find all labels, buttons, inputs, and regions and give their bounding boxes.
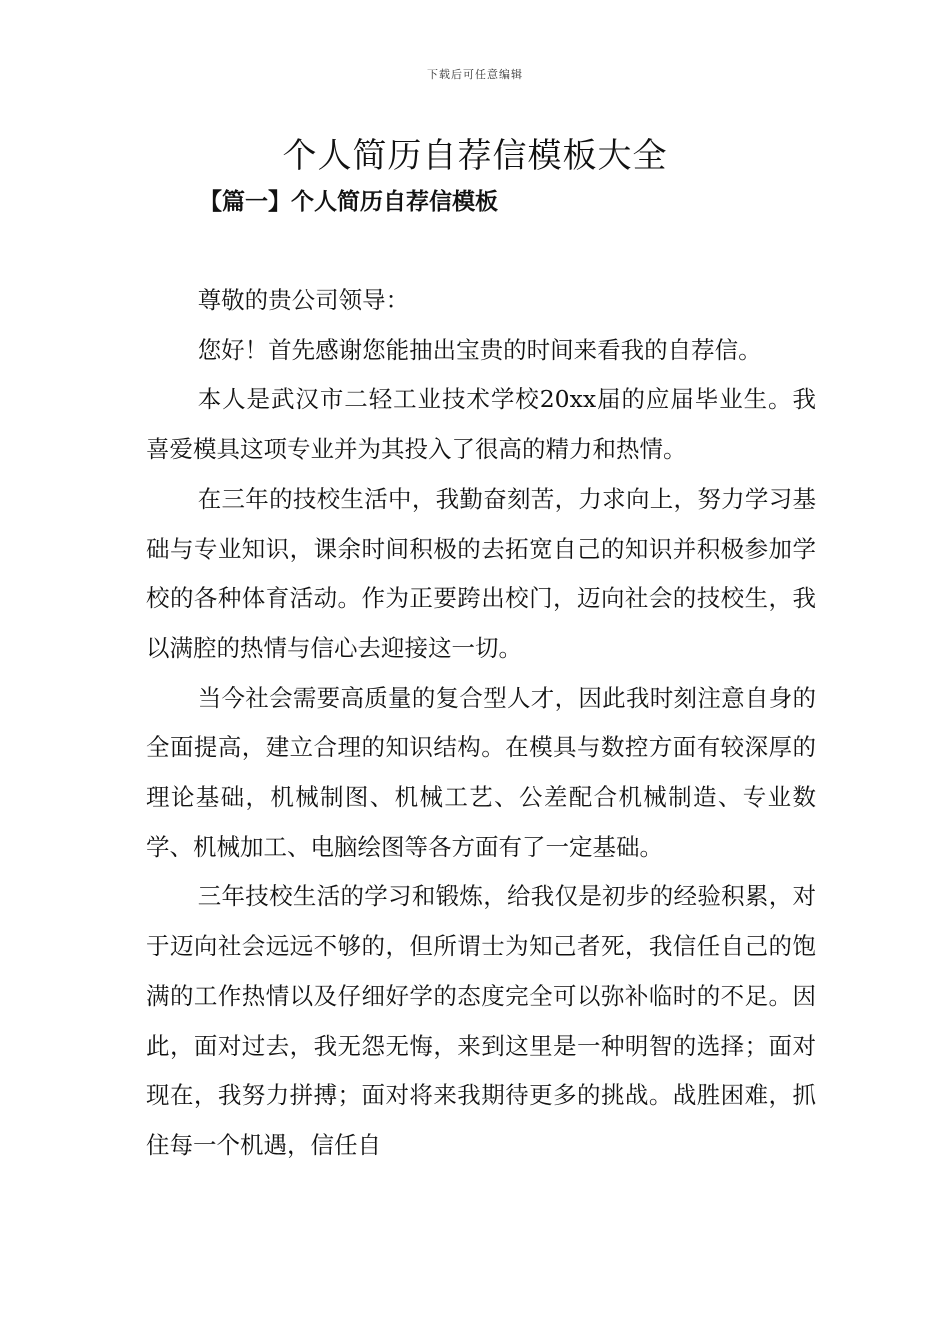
greeting-paragraph: 您好！首先感谢您能抽出宝贵的时间来看我的自荐信。 xyxy=(197,335,762,364)
header-note: 下载后可任意编辑 xyxy=(427,68,523,81)
paragraph-outlook: 三年技校生活的学习和锻炼，给我仅是初步的经验积累，对于迈向社会远远不够的，但所谓士为知己者死，我信任自己的饱满的工作热情以及仔细好学的态度完全可以弥补临时的不足。因此，面对过去，我无怨无悔，来到这里是一种明智的选择；面对现在，我努力拼搏；面对将来我期待更多的挑战。战胜困难，抓住每一个机遇，信任自 xyxy=(146,882,816,1159)
section-heading: 【篇一】个人简历自荐信模板 xyxy=(199,188,498,215)
paragraph-introduction: 本人是武汉市二轻工业技术学校20xx届的应届毕业生。我喜爱模具这项专业并为其投入了很高的精力和热情。 xyxy=(146,385,816,464)
letter-body xyxy=(146,276,816,1171)
paragraph-skills: 当今社会需要高质量的复合型人才，因此我时刻注意自身的全面提高，建立合理的知识结构。在模具与数控方面有较深厚的理论基础，机械制图、机械工艺、公差配合机械制造、专业数学、机械加工、电脑绘图等各方面有了一定基础。 xyxy=(146,683,816,861)
salutation: 尊敬的贵公司领导： xyxy=(197,286,410,314)
paragraph-school-life: 在三年的技校生活中，我勤奋刻苦，力求向上，努力学习基础与专业知识，课余时间积极的去拓宽自己的知识并积极参加学校的各种体育活动。作为正要跨出校门，迈向社会的技校生，我以满腔的热情与信心去迎接这一切。 xyxy=(146,484,816,662)
document-title: 个人简历自荐信模板大全 xyxy=(282,136,668,176)
